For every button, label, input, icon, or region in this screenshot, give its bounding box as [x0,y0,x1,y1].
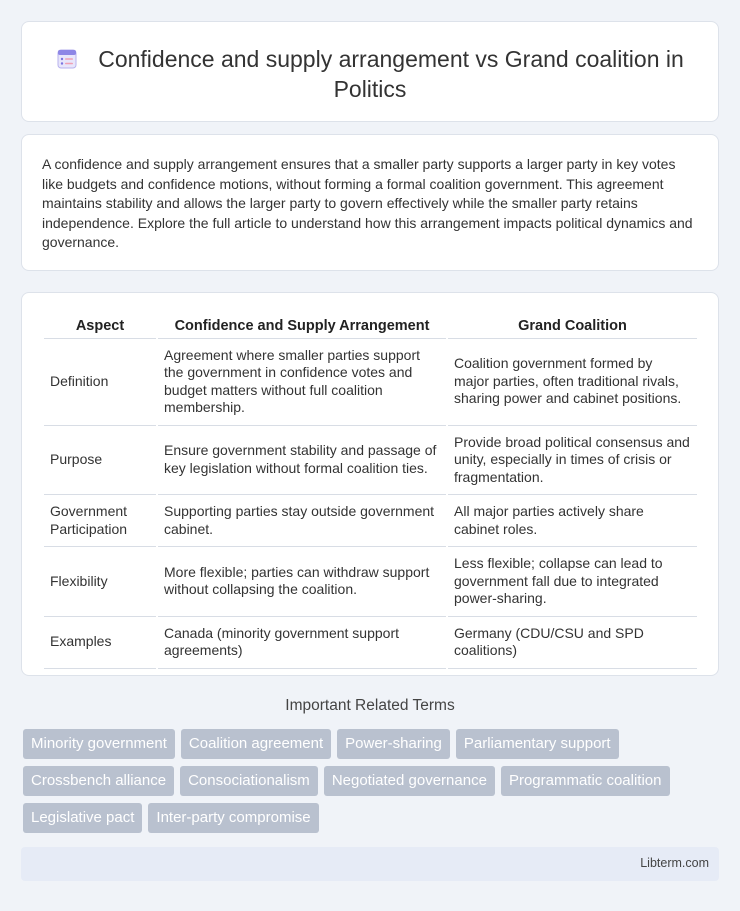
header-confidence-supply: Confidence and Supply Arrangement [158,316,446,339]
table-row [44,547,697,617]
related-term-tag[interactable]: Programmatic coalition [501,766,670,796]
table-header-row [44,316,697,339]
title-card [21,21,719,122]
cell-aspect: Government Participation [44,495,156,547]
header-aspect: Aspect [44,316,156,339]
related-term-tag[interactable]: Negotiated governance [324,766,495,796]
related-term-tag[interactable]: Consociationalism [180,766,318,796]
cell-confidence-supply: Agreement where smaller parties support the government in confidence votes and budget matters without full coalition membership. [158,339,446,426]
related-terms-list [23,729,713,833]
table-row [44,495,697,547]
page-title [42,44,698,104]
intro-card [21,134,719,271]
footer-site-link[interactable]: Libterm.com [640,856,709,870]
cell-confidence-supply: More flexible; parties can withdraw support without collapsing the coalition. [158,547,446,617]
cell-grand-coalition: Less flexible; collapse can lead to government fall due to integrated power-sharing. [448,547,697,617]
table-row [44,617,697,669]
cell-confidence-supply: Canada (minority government support agreements) [158,617,446,669]
related-term-tag[interactable]: Minority government [23,729,175,759]
related-term-tag[interactable]: Power-sharing [337,729,450,759]
cell-grand-coalition: Germany (CDU/CSU and SPD coalitions) [448,617,697,669]
cell-grand-coalition: Provide broad political consensus and unity, especially in times of crisis or fragmentation. [448,426,697,496]
cell-confidence-supply: Supporting parties stay outside government cabinet. [158,495,446,547]
related-term-tag[interactable]: Parliamentary support [456,729,619,759]
header-grand-coalition: Grand Coalition [448,316,697,339]
cell-aspect: Examples [44,617,156,669]
cell-aspect: Flexibility [44,547,156,617]
cell-aspect: Purpose [44,426,156,496]
related-term-tag[interactable]: Legislative pact [23,803,142,833]
table-row [44,426,697,496]
page-title-text: Confidence and supply arrangement vs Grand coalition in Politics [98,46,684,102]
table-row [44,339,697,426]
comparison-card [21,292,719,676]
footer [21,847,719,881]
comparison-table [42,316,699,669]
related-term-tag[interactable]: Inter-party compromise [148,803,318,833]
related-terms-title: Important Related Terms [285,697,455,714]
cell-grand-coalition: All major parties actively share cabinet roles. [448,495,697,547]
cell-confidence-supply: Ensure government stability and passage of key legislation without formal coalition ties. [158,426,446,496]
intro-paragraph: A confidence and supply arrangement ensures that a smaller party supports a larger party in key votes like budgets and confidence motions, without forming a formal coalition government. This agreement maintains stability and allows the larger party to govern effectively while the smaller party retains independence. Explore the full article to understand how this arrangement impacts political dynamics and governance. [42,156,693,250]
related-term-tag[interactable]: Coalition agreement [181,729,331,759]
cell-aspect: Definition [44,339,156,426]
related-term-tag[interactable]: Crossbench alliance [23,766,174,796]
cell-grand-coalition: Coalition government formed by major parties, often traditional rivals, sharing power and cabinet positions. [448,339,697,426]
document-list-icon [56,48,78,70]
